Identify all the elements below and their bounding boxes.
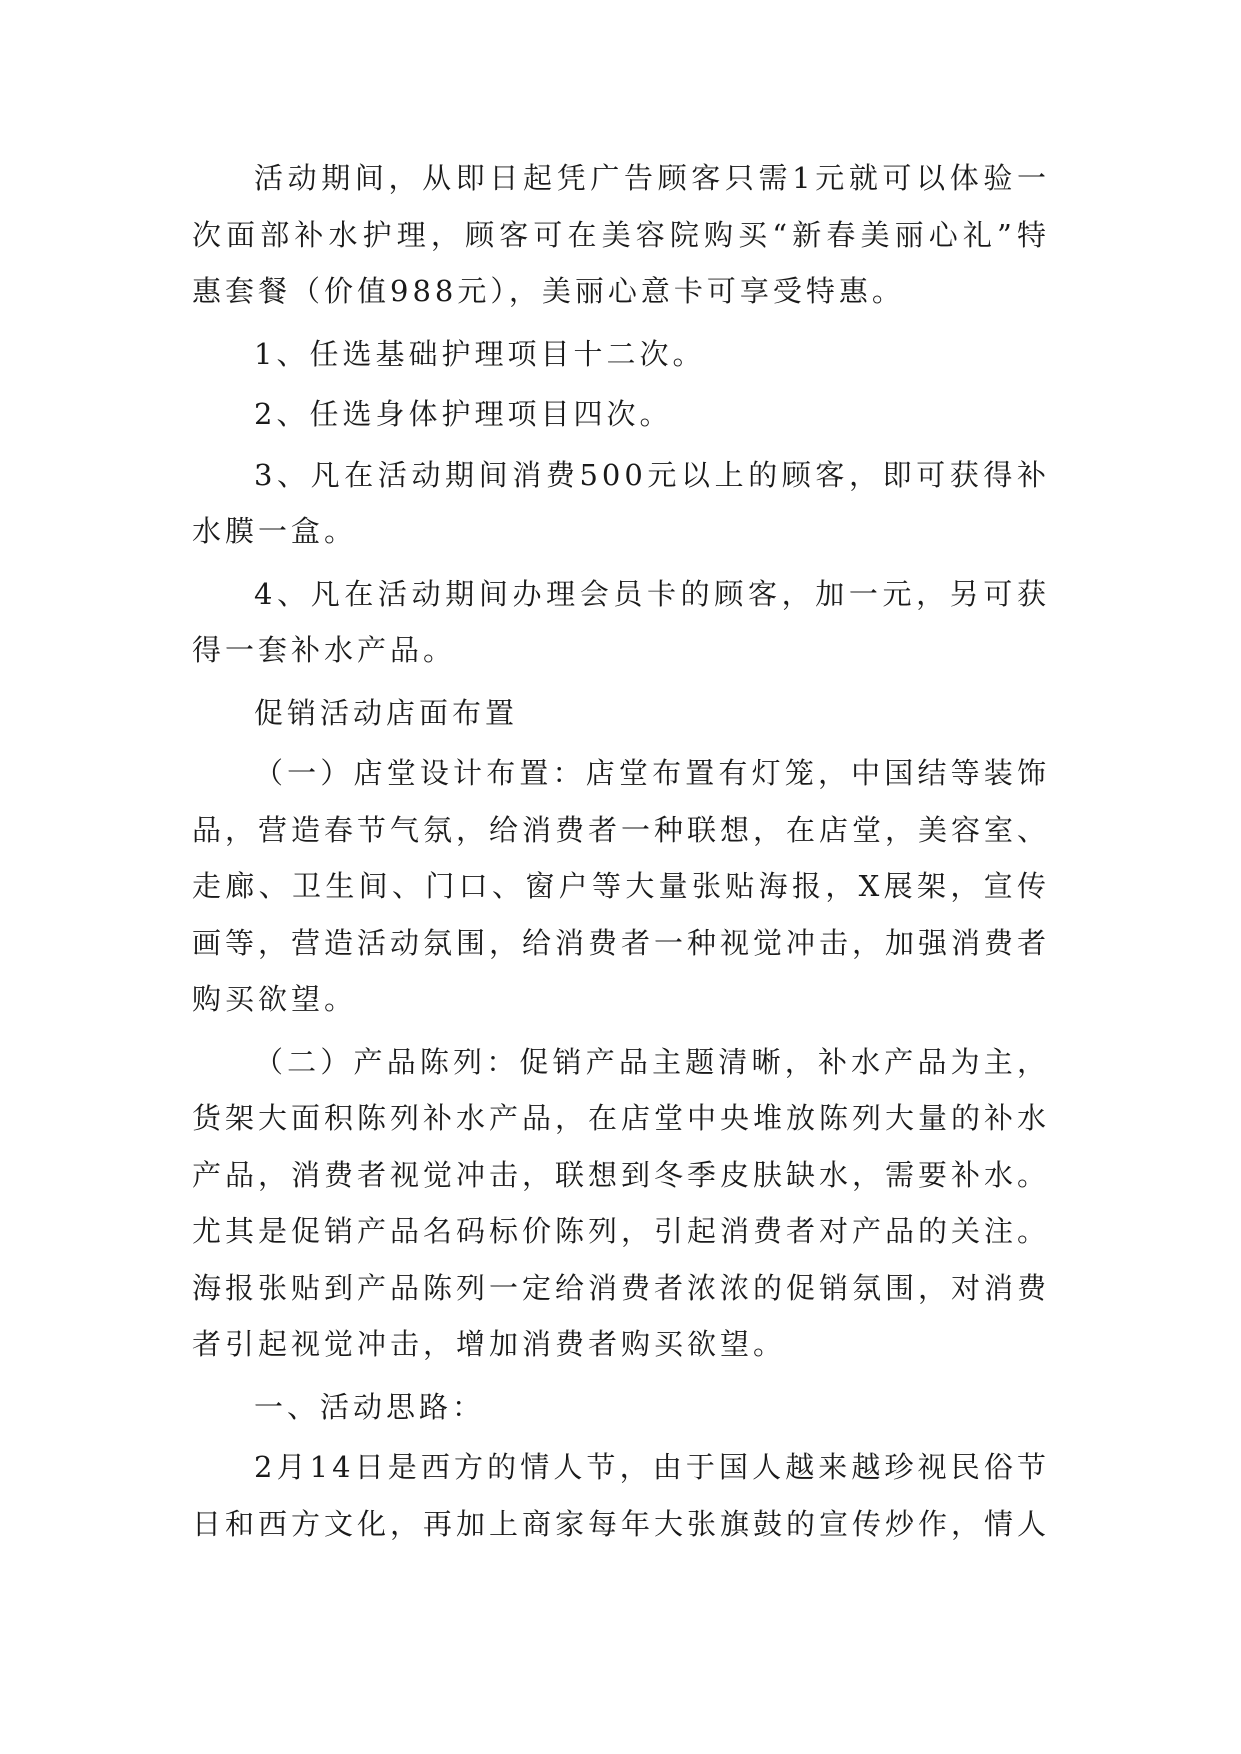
section-heading-store-layout: 促销活动店面布置 [254,695,519,730]
paragraph-store-design: （一）店堂设计布置：店堂布置有灯笼，中国结等装饰品，营造春节气氛，给消费者一种联想，在店堂，美容室、走廊、卫生间、门口、窗户等大量张贴海报，X展架，宣传画等，营造活动氛围，给消费者一种视觉冲击，加强消费者购买欲望。 [192,756,1051,1016]
document-page [192,150,1050,1558]
list-item-1: 1、任选基础护理项目十二次。 [254,336,706,371]
paragraph-product-display: （二）产品陈列：促销产品主题清晰，补水产品为主，货架大面积陈列补水产品，在店堂中央堆放陈列大量的补水产品，消费者视觉冲击，联想到冬季皮肤缺水，需要补水。尤其是促销产品名码标价陈列，引起消费者对产品的关注。海报张贴到产品陈列一定给消费者浓浓的促销氛围，对消费者引起视觉冲击，增加消费者购买欲望。 [192,1044,1051,1361]
section-heading-activity-idea: 一、活动思路： [254,1389,486,1424]
paragraph-valentines: 2月14日是西方的情人节，由于国人越来越珍视民俗节日和西方文化，再加上商家每年大张旗鼓的宣传炒作，情人 [192,1450,1051,1541]
paragraph-promo-intro: 活动期间，从即日起凭广告顾客只需1元就可以体验一次面部补水护理，顾客可在美容院购买“新春美丽心礼”特惠套餐（价值988元），美丽心意卡可享受特惠。 [192,161,1050,308]
list-item-2: 2、任选身体护理项目四次。 [254,397,673,431]
list-item-3: 3、凡在活动期间消费500元以上的顾客，即可获得补水膜一盒。 [192,457,1050,548]
list-item-4: 4、凡在活动期间办理会员卡的顾客，加一元，另可获得一套补水产品。 [192,576,1050,667]
